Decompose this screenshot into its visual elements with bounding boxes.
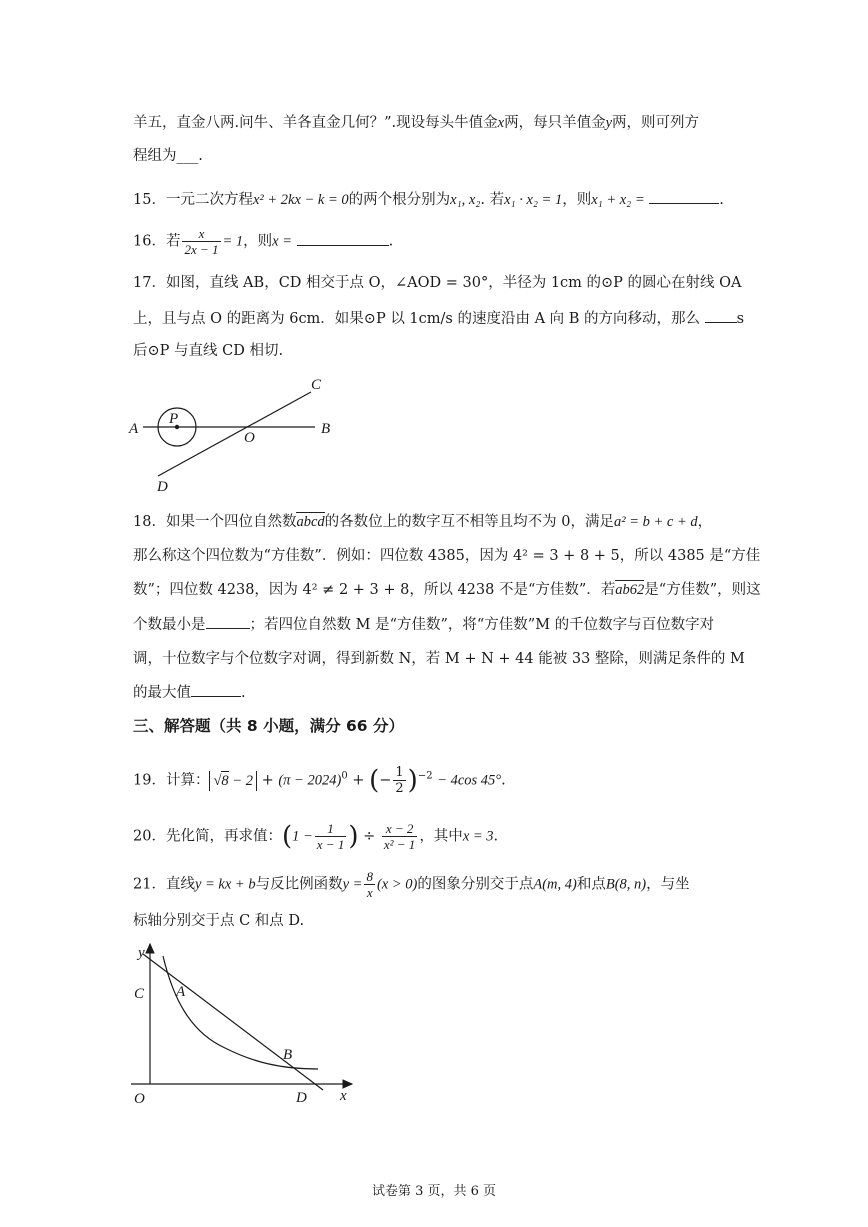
q20-text-b: ，其中 <box>419 828 463 845</box>
q21-point-b: B(8, n) <box>605 876 647 893</box>
q19-half-num: 1 <box>395 765 404 780</box>
q18-line-3 <box>133 580 761 600</box>
label-x: x <box>340 1088 347 1104</box>
q21-number: 21． <box>133 876 166 893</box>
q18-line-1 <box>133 512 712 532</box>
q21-text-2: 标轴分别交于点 C 和点 D. <box>133 913 305 929</box>
page-footer: 试卷第 3 页，共 6 页 <box>371 1184 497 1199</box>
label-o: O <box>244 430 255 446</box>
q21-text-e: ，与坐 <box>646 876 690 893</box>
q18-text-1b: 的各数位上的数字互不相等且均不为 0，满足 <box>324 514 614 530</box>
line-kx-b <box>143 954 323 1090</box>
q18-number: 18． <box>133 514 166 530</box>
q15-end: . <box>719 192 724 208</box>
q20-condition: x = 3 <box>462 828 494 845</box>
q20-divide: ÷ <box>363 828 376 845</box>
q19-tail: − 4cos 45° <box>437 772 502 789</box>
q18-ab62: ab62 <box>615 582 645 598</box>
q18-line-6 <box>133 682 246 703</box>
q17-text-1: 如图，直线 AB，CD 相交于点 O，∠AOD = 30°，半径为 1cm 的⊙P 的圆心在射线 OA <box>165 275 742 291</box>
q15-number: 15． <box>133 192 166 208</box>
q19-half-den: 2 <box>395 781 404 796</box>
q17-number: 17． <box>133 275 166 291</box>
label-a: A <box>129 421 139 437</box>
q19-half-fraction <box>393 765 405 796</box>
q20-number: 20． <box>133 828 166 845</box>
q14-text-1: 羊五，直金八两.问牛、羊各直金几何？”.现设每头牛值金 <box>133 115 498 131</box>
var-x: x <box>497 115 505 131</box>
q16-text-b: ，则 <box>243 233 273 250</box>
label-p: P <box>169 411 179 427</box>
q19-end: . <box>501 772 506 789</box>
q16-fraction <box>182 226 220 257</box>
q18-text-3b: 是“方佳数”，则这 <box>644 582 761 598</box>
q18-line-4 <box>133 614 714 635</box>
q17-text-2: 上，且与点 O 的距离为 6cm．如果⊙P 以 1cm/s 的速度沿由 A 向 B 的方向移动，那么 <box>133 311 701 327</box>
q19-number: 19． <box>133 772 166 789</box>
q16-number: 16． <box>133 233 166 250</box>
q19-minus-2: − 2 <box>232 772 253 789</box>
q16-text-a: 若 <box>165 233 181 250</box>
q21-text-c: 的图象分别交于点 <box>417 876 534 893</box>
q20-f1-den: x − 1 <box>316 837 345 852</box>
q14-text-4: 程组为___. <box>133 148 203 164</box>
q21-line-equation: y = kx + b <box>194 876 256 893</box>
q18-abcd: abcd <box>296 514 325 530</box>
q18-text-3a: 数”；四位数 4238，因为 4² ≠ 2 + 3 + 8，所以 4238 不是“方佳数”．若 <box>133 582 616 598</box>
q17-text-3: 后⊙P 与直线 CD 相切. <box>133 343 284 359</box>
q20-fraction-1 <box>315 821 347 852</box>
q18-text-5: 调，十位数字与个位数字对调，得到新数 N，若 M + N + 44 能被 33 整除，则满足条件的 M <box>133 651 745 667</box>
question-15 <box>133 189 724 210</box>
q20-fraction-2 <box>382 821 417 852</box>
q16-rhs: = 1 <box>222 233 244 250</box>
q21-line-2 <box>133 911 304 931</box>
label-a: A <box>176 984 186 1000</box>
q14-text-2: 两，每只羊值金 <box>504 115 606 131</box>
line-cd <box>158 392 311 476</box>
q19-exp-neg2: −2 <box>417 770 433 782</box>
q21-text-b: 与反比例函数 <box>255 876 343 893</box>
q17-text-2-end: s <box>736 311 745 327</box>
q18-answer-blank-2[interactable] <box>191 682 241 697</box>
q19-half-sign: − <box>379 772 392 789</box>
q21-f-den: x <box>366 885 373 900</box>
q21-y-eq: y = <box>342 876 363 893</box>
q18-line-5 <box>133 649 745 669</box>
label-c: C <box>134 986 145 1002</box>
q15-roots: x₁, x₂ <box>450 192 481 208</box>
q16-answer-blank[interactable] <box>297 231 389 246</box>
q19-text: 计算： <box>165 772 210 789</box>
q15-answer-blank[interactable] <box>649 189 719 204</box>
q19-pi-part: (π − 2024) <box>278 772 342 789</box>
q21-text-d: 和点 <box>576 876 606 893</box>
q17-line-2 <box>133 308 744 329</box>
q17-figure <box>125 372 355 497</box>
section-3-heading: 三、解答题（共 8 小题，满分 66 分） <box>133 717 404 735</box>
q18-text-6b: . <box>241 685 246 701</box>
q15-equation: x² + 2kx − k = 0 <box>252 192 349 208</box>
q16-frac-den: 2x − 1 <box>184 242 219 257</box>
q21-line-1 <box>133 869 690 900</box>
q16-frac-num: x <box>182 226 220 242</box>
q21-domain: (x > 0) <box>376 876 418 893</box>
q17-answer-blank[interactable] <box>705 308 737 323</box>
q18-text-2: 那么称这个四位数为“方佳数”．例如：四位数 4385，因为 4² = 3 + 8 + 5，所以 4385 是“方佳 <box>133 548 761 564</box>
var-y: y <box>605 115 613 131</box>
label-d: D <box>296 1090 307 1106</box>
q14-line-1 <box>133 113 699 133</box>
q15-condition: x₁ · x₂ = 1 <box>504 192 563 208</box>
question-19: 19．计算： $√8 - 2 + (\pi - 2024)^0$ + (− $\frac{1}{2}$ )$^{-2}$ − 4cos 45°. <box>133 765 506 796</box>
q16-ask: x = <box>272 233 293 250</box>
label-o: O <box>134 1091 145 1107</box>
q15-text-b: 的两个根分别为 <box>348 192 451 208</box>
hyperbola-curve <box>163 956 318 1069</box>
q20-f2-num: x − 2 <box>382 821 417 837</box>
q19-plus-2: + <box>352 772 365 789</box>
q20-text: 先化简，再求值： <box>165 828 282 845</box>
q17-line-1 <box>133 273 742 293</box>
q18-line-2 <box>133 546 760 566</box>
label-b: B <box>283 1047 293 1063</box>
q20-f2-den: x² − 1 <box>383 837 416 852</box>
label-b: B <box>321 421 331 437</box>
q15-text-a: 一元二次方程 <box>165 192 253 208</box>
q17-line-3 <box>133 341 283 361</box>
question-20: 20．先化简，再求值：(1 − $\frac{1}{x - 1}$ ) ÷ $\frac{x - 2}{\text{x² − 1}}$ ，其中x = 3. <box>133 821 499 852</box>
q21-text-a: 直线 <box>165 876 195 893</box>
q19-plus-1: + <box>261 772 274 789</box>
question-16 <box>133 226 393 257</box>
q18-text-6a: 的最大值 <box>133 685 191 701</box>
label-c: C <box>311 377 322 393</box>
q18-text-1c: ， <box>697 514 713 530</box>
q14-text-3: 两，则可列方 <box>612 115 700 131</box>
label-d: D <box>157 479 168 495</box>
q15-ask: x₁ + x₂ = <box>591 192 645 208</box>
q15-text-d: ，则 <box>562 192 592 208</box>
q18-text-4b: ；若四位自然数 M 是“方佳数”，将“方佳数”M 的千位数字与百位数字对 <box>249 617 715 633</box>
q19-sqrt-arg: 8 <box>221 772 229 789</box>
q18-equation: a² = b + c + d <box>613 514 698 530</box>
q18-answer-blank-1[interactable] <box>206 614 250 629</box>
q18-text-1a: 如果一个四位自然数 <box>165 514 297 530</box>
q15-text-c: . 若 <box>480 192 505 208</box>
q14-line-2 <box>133 146 203 166</box>
q21-point-a: A(m, 4) <box>533 876 577 893</box>
q21-fraction <box>364 869 375 900</box>
q20-one-minus: 1 − <box>292 828 313 845</box>
q21-figure <box>125 938 365 1110</box>
q20-end: . <box>493 828 499 845</box>
q18-text-4a: 个数最小是 <box>133 617 206 633</box>
q16-end: . <box>388 233 394 250</box>
q20-f1-num: 1 <box>315 821 347 837</box>
q21-f-num: 8 <box>366 869 373 884</box>
q19-abs: √8 − 2 <box>209 771 257 791</box>
label-y: y <box>138 945 145 961</box>
q19-exp-0: 0 <box>341 770 348 782</box>
